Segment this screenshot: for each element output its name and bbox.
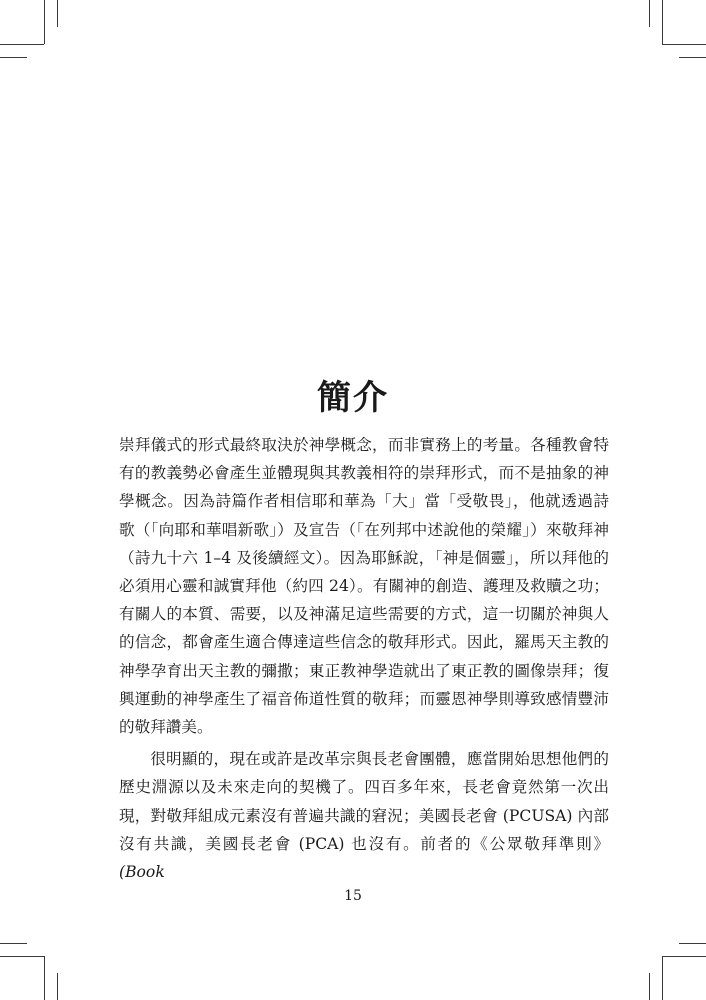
paragraph-2 [119,745,609,886]
crop-mark-top-left-horizontal-outer [0,57,27,58]
crop-mark-top-right-vertical [662,0,663,44]
crop-mark-top-right-horizontal-outer [679,57,706,58]
crop-mark-top-left-vertical [44,0,45,44]
crop-mark-bottom-right-vertical [662,956,663,1000]
crop-mark-top-right-vertical-outer [649,0,650,27]
body-text [119,431,609,886]
book-title-fragment: (Book [119,863,165,882]
crop-mark-bottom-right-horizontal [662,956,706,957]
crop-mark-bottom-left-horizontal [0,956,44,957]
page-number: 15 [344,888,362,904]
crop-mark-bottom-left-horizontal-outer [0,943,27,944]
crop-mark-bottom-left-vertical-outer [57,973,58,1000]
crop-mark-bottom-left-vertical [44,956,45,1000]
paragraph-1: 崇拜儀式的形式最終取決於神學概念，而非實務上的考量。各種教會特有的教義勢必會產生並體現與其教義相符的崇拜形式，而不是抽象的神學概念。因為詩篇作者相信耶和華為「大」當「受敬畏」，他就透過詩歌（「向耶和華唱新歌」）及宣告（「在列邦中述說他的榮耀」）來敬拜神（詩九十六 1–4 及後續經文）。因為耶穌說，「神是個靈」，所以拜他的必須用心靈和誠實拜他（約四 24）。有關神的創造、護理及救贖之功；有關人的本質、需要，以及神滿足這些需要的方式，這一切關於神與人的信念，都會產生適合傳達這些信念的敬拜形式。因此，羅馬天主教的神學孕育出天主教的彌撒；東正教神學造就出了東正教的圖像崇拜；復興運動的神學產生了福音佈道性質的敬拜；而靈恩神學則導致感情豐沛的敬拜讚美。 [119,436,609,737]
crop-mark-top-right-horizontal [662,44,706,45]
crop-mark-top-left-vertical-outer [57,0,58,27]
crop-mark-bottom-right-horizontal-outer [679,943,706,944]
crop-mark-bottom-right-vertical-outer [649,973,650,1000]
paragraph-2-text: 很明顯的，現在或許是改革宗與長老會團體，應當開始思想他們的歷史淵源以及未來走向的契機了。四百多年來，長老會竟然第一次出現，對敬拜組成元素沒有普遍共識的窘況；美國長老會 (PCUSA) 內部沒有共識，美國長老會 (PCA) 也沒有。前者的《公眾敬拜準則》 [119,750,609,853]
crop-mark-top-left-horizontal [0,44,44,45]
chapter-title: 簡介 [317,377,389,418]
